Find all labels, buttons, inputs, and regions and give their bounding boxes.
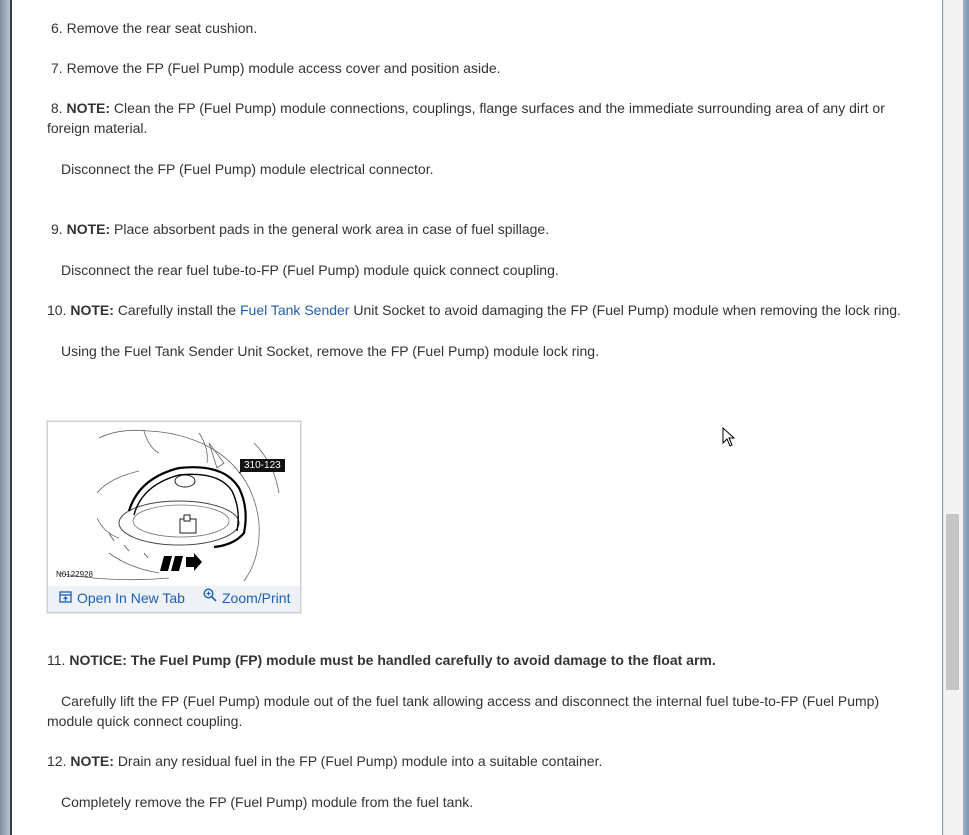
magnifier-icon — [203, 588, 217, 605]
mouse-pointer-icon — [722, 427, 736, 452]
notice-label: NOTICE: The Fuel Pump (FP) module must be handled carefully to avoid damage to the float arm. — [69, 652, 716, 668]
note-label: NOTE: — [66, 221, 111, 237]
step-number: 6. — [51, 20, 63, 36]
note-label: NOTE: — [70, 302, 114, 318]
step-6 — [51, 18, 257, 38]
step-11-sub: Carefully lift the FP (Fuel Pump) module out of the fuel tank allowing access and disconnect the internal fuel tube-to-FP (Fuel Pump) module quick connect coupling. — [47, 693, 880, 729]
note-label: NOTE: — [70, 753, 114, 769]
step-text: Unit Socket to avoid damaging the FP (Fuel Pump) module when removing the lock ring. — [353, 302, 901, 318]
tool-callout: 310-123 — [240, 459, 285, 472]
step-text: Carefully install the — [117, 302, 237, 318]
figure-toolbar — [48, 586, 300, 612]
step-number: 12. — [47, 753, 67, 769]
figure-code: N0122928 — [56, 570, 93, 579]
window-right-border — [963, 0, 969, 835]
open-in-new-tab-icon — [59, 590, 72, 606]
procedure-figure — [47, 421, 301, 613]
scrollbar-thumb[interactable] — [946, 514, 959, 690]
step-11 — [47, 650, 716, 670]
step-number: 9. — [51, 221, 63, 237]
step-text: Remove the rear seat cushion. — [66, 20, 258, 36]
step-number: 11. — [47, 652, 66, 668]
step-9 — [51, 219, 549, 239]
step-12 — [47, 751, 602, 771]
fuel-pump-illustration[interactable] — [49, 423, 299, 586]
step-text: Place absorbent pads in the general work area in case of fuel spillage. — [114, 221, 550, 237]
step-number: 7. — [51, 60, 63, 76]
open-in-new-tab-button[interactable] — [59, 590, 185, 606]
step-text: Remove the FP (Fuel Pump) module access cover and position aside. — [66, 60, 501, 76]
step-7 — [51, 58, 501, 78]
step-text: Clean the FP (Fuel Pump) module connections, couplings, flange surfaces and the immediate surrounding area of any dirt or foreign material. — [47, 100, 885, 136]
step-8 — [47, 98, 917, 138]
zoom-print-label: Zoom/Print — [222, 590, 291, 606]
step-number: 8. — [50, 100, 63, 116]
step-number: 10. — [47, 302, 67, 318]
step-8-sub: Disconnect the FP (Fuel Pump) module electrical connector. — [61, 161, 434, 177]
step-text: Drain any residual fuel in the FP (Fuel Pump) module into a suitable container. — [117, 753, 603, 769]
step-10 — [47, 300, 901, 320]
step-10-sub: Using the Fuel Tank Sender Unit Socket, remove the FP (Fuel Pump) module lock ring. — [61, 343, 599, 359]
zoom-print-button[interactable] — [203, 586, 290, 606]
fuel-tank-sender-link[interactable]: Fuel Tank Sender — [239, 302, 350, 318]
open-in-new-tab-label: Open In New Tab — [77, 590, 185, 606]
step-12-sub: Completely remove the FP (Fuel Pump) module from the fuel tank. — [61, 794, 474, 810]
note-label: NOTE: — [66, 100, 111, 116]
window-left-border — [0, 0, 10, 835]
step-9-sub: Disconnect the rear fuel tube-to-FP (Fuel Pump) module quick connect coupling. — [61, 262, 559, 278]
